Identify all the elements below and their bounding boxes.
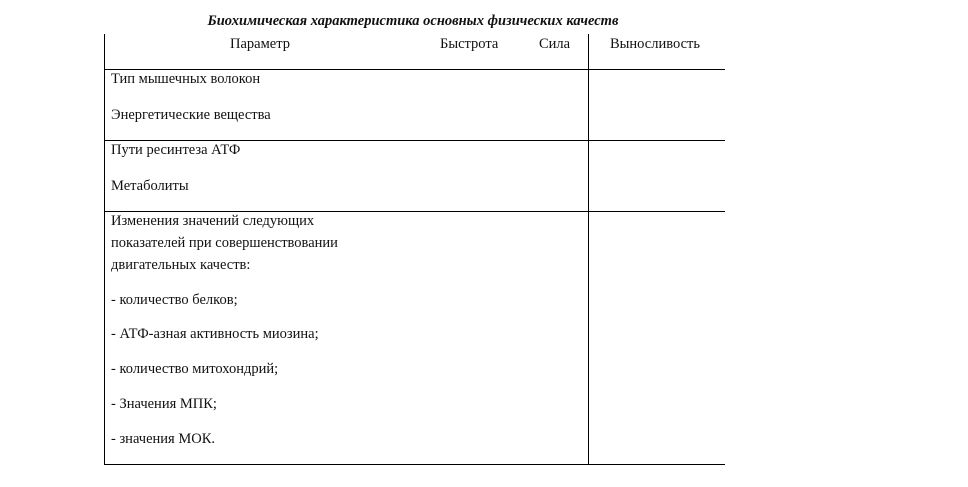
row-3-line-1: Изменения значений следующих xyxy=(111,213,315,229)
header-endurance: Выносливость xyxy=(610,36,700,52)
row-3-line-8: - значения МОК. xyxy=(111,431,215,447)
row-1-line-2: Энергетические вещества xyxy=(111,107,271,123)
row-1-bottom-border xyxy=(104,140,725,141)
row-2-line-2: Метаболиты xyxy=(111,178,189,194)
row-1-line-1: Тип мышечных волокон xyxy=(111,71,261,87)
document-title: Биохимическая характеристика основных физических качеств xyxy=(207,13,619,29)
table-left-border xyxy=(104,34,105,465)
row-3-line-2: показателей при совершенствовании xyxy=(111,235,338,251)
row-3-line-4: - количество белков; xyxy=(111,292,238,308)
header-bottom-border xyxy=(104,69,725,70)
row-3-line-6: - количество митохондрий; xyxy=(111,361,279,377)
row-3-line-3: двигательных качеств: xyxy=(111,257,251,273)
header-strength: Сила xyxy=(539,36,571,52)
row-3-line-7: - Значения МПК; xyxy=(111,396,217,412)
row-2-line-1: Пути ресинтеза АТФ xyxy=(111,142,241,158)
header-speed: Быстрота xyxy=(440,36,499,52)
header-parameter: Параметр xyxy=(230,36,290,52)
endurance-column-divider xyxy=(588,34,589,465)
row-3-line-5: - АТФ-азная активность миозина; xyxy=(111,326,319,342)
row-2-bottom-border xyxy=(104,211,725,212)
table-bottom-border xyxy=(104,464,725,465)
